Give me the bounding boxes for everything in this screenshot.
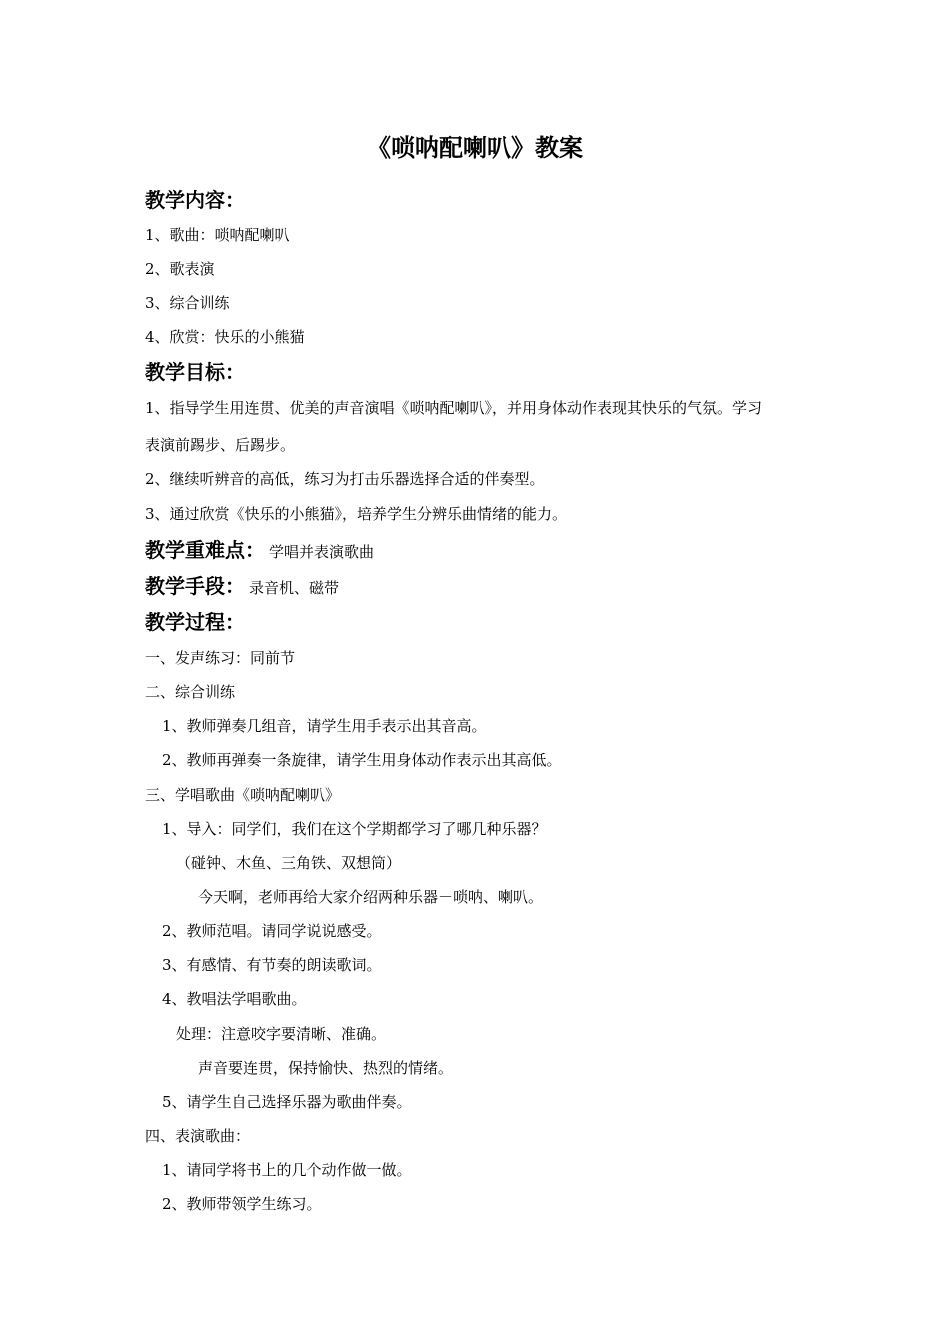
goal-item-1-line-1: 1、指导学生用连贯、优美的声音演唱《唢呐配喇叭》，并用身体动作表现其快乐的气氛。学习	[145, 399, 763, 417]
section-heading-means	[145, 572, 339, 602]
content-item-4: 4、欣赏：快乐的小熊猫	[145, 328, 305, 346]
process-step-3-4-handling: 处理：注意咬字要清晰、准确。	[176, 1025, 387, 1043]
process-step-3: 三、学唱歌曲《唢呐配喇叭》	[145, 786, 341, 804]
process-step-3-2: 2、教师范唱。请同学说说感受。	[162, 922, 382, 940]
means-text: 录音机、磁带	[249, 579, 340, 597]
process-step-4-1: 1、请同学将书上的几个动作做一做。	[162, 1161, 412, 1179]
process-step-4-2: 2、教师带领学生练习。	[162, 1195, 322, 1213]
process-step-4: 四、表演歌曲：	[145, 1127, 251, 1145]
content-item-1: 1、歌曲：唢呐配喇叭	[145, 226, 290, 244]
section-heading-process: 教学过程：	[145, 610, 245, 634]
process-step-3-4: 4、教唱法学唱歌曲。	[162, 990, 307, 1008]
key-points-text: 学唱并表演歌曲	[269, 543, 375, 561]
content-item-3: 3、综合训练	[145, 294, 230, 312]
process-step-3-5: 5、请学生自己选择乐器为歌曲伴奏。	[162, 1093, 412, 1111]
means-label: 教学手段：	[145, 574, 245, 598]
content-item-2: 2、歌表演	[145, 260, 215, 278]
process-step-2: 二、综合训练	[145, 683, 236, 701]
goal-item-3: 3、通过欣赏《快乐的小熊猫》，培养学生分辨乐曲情绪的能力。	[145, 505, 568, 523]
document-title: 《唢呐配喇叭》教案	[367, 134, 583, 162]
process-step-3-3: 3、有感情、有节奏的朗读歌词。	[162, 956, 382, 974]
process-step-3-1-intro: 今天啊，老师再给大家介绍两种乐器－唢呐、喇叭。	[198, 888, 544, 906]
section-heading-key-points	[145, 536, 374, 566]
process-step-3-1-note: （碰钟、木鱼、三角铁、双想筒）	[176, 854, 402, 872]
process-step-1: 一、发声练习：同前节	[145, 649, 296, 667]
process-step-3-4-voice: 声音要连贯，保持愉快、热烈的情绪。	[198, 1059, 454, 1077]
goal-item-1-line-2: 表演前踢步、后踢步。	[145, 436, 296, 454]
section-heading-goals: 教学目标：	[145, 360, 245, 384]
process-step-2-2: 2、教师再弹奏一条旋律，请学生用身体动作表示出其高低。	[162, 751, 562, 769]
goal-item-2: 2、继续听辨音的高低，练习为打击乐器选择合适的伴奏型。	[145, 470, 545, 488]
key-points-label: 教学重难点：	[145, 538, 265, 562]
section-heading-content: 教学内容：	[145, 188, 245, 212]
process-step-2-1: 1、教师弹奏几组音，请学生用手表示出其音高。	[162, 717, 487, 735]
process-step-3-1: 1、导入：同学们，我们在这个学期都学习了哪几种乐器？	[162, 820, 547, 838]
